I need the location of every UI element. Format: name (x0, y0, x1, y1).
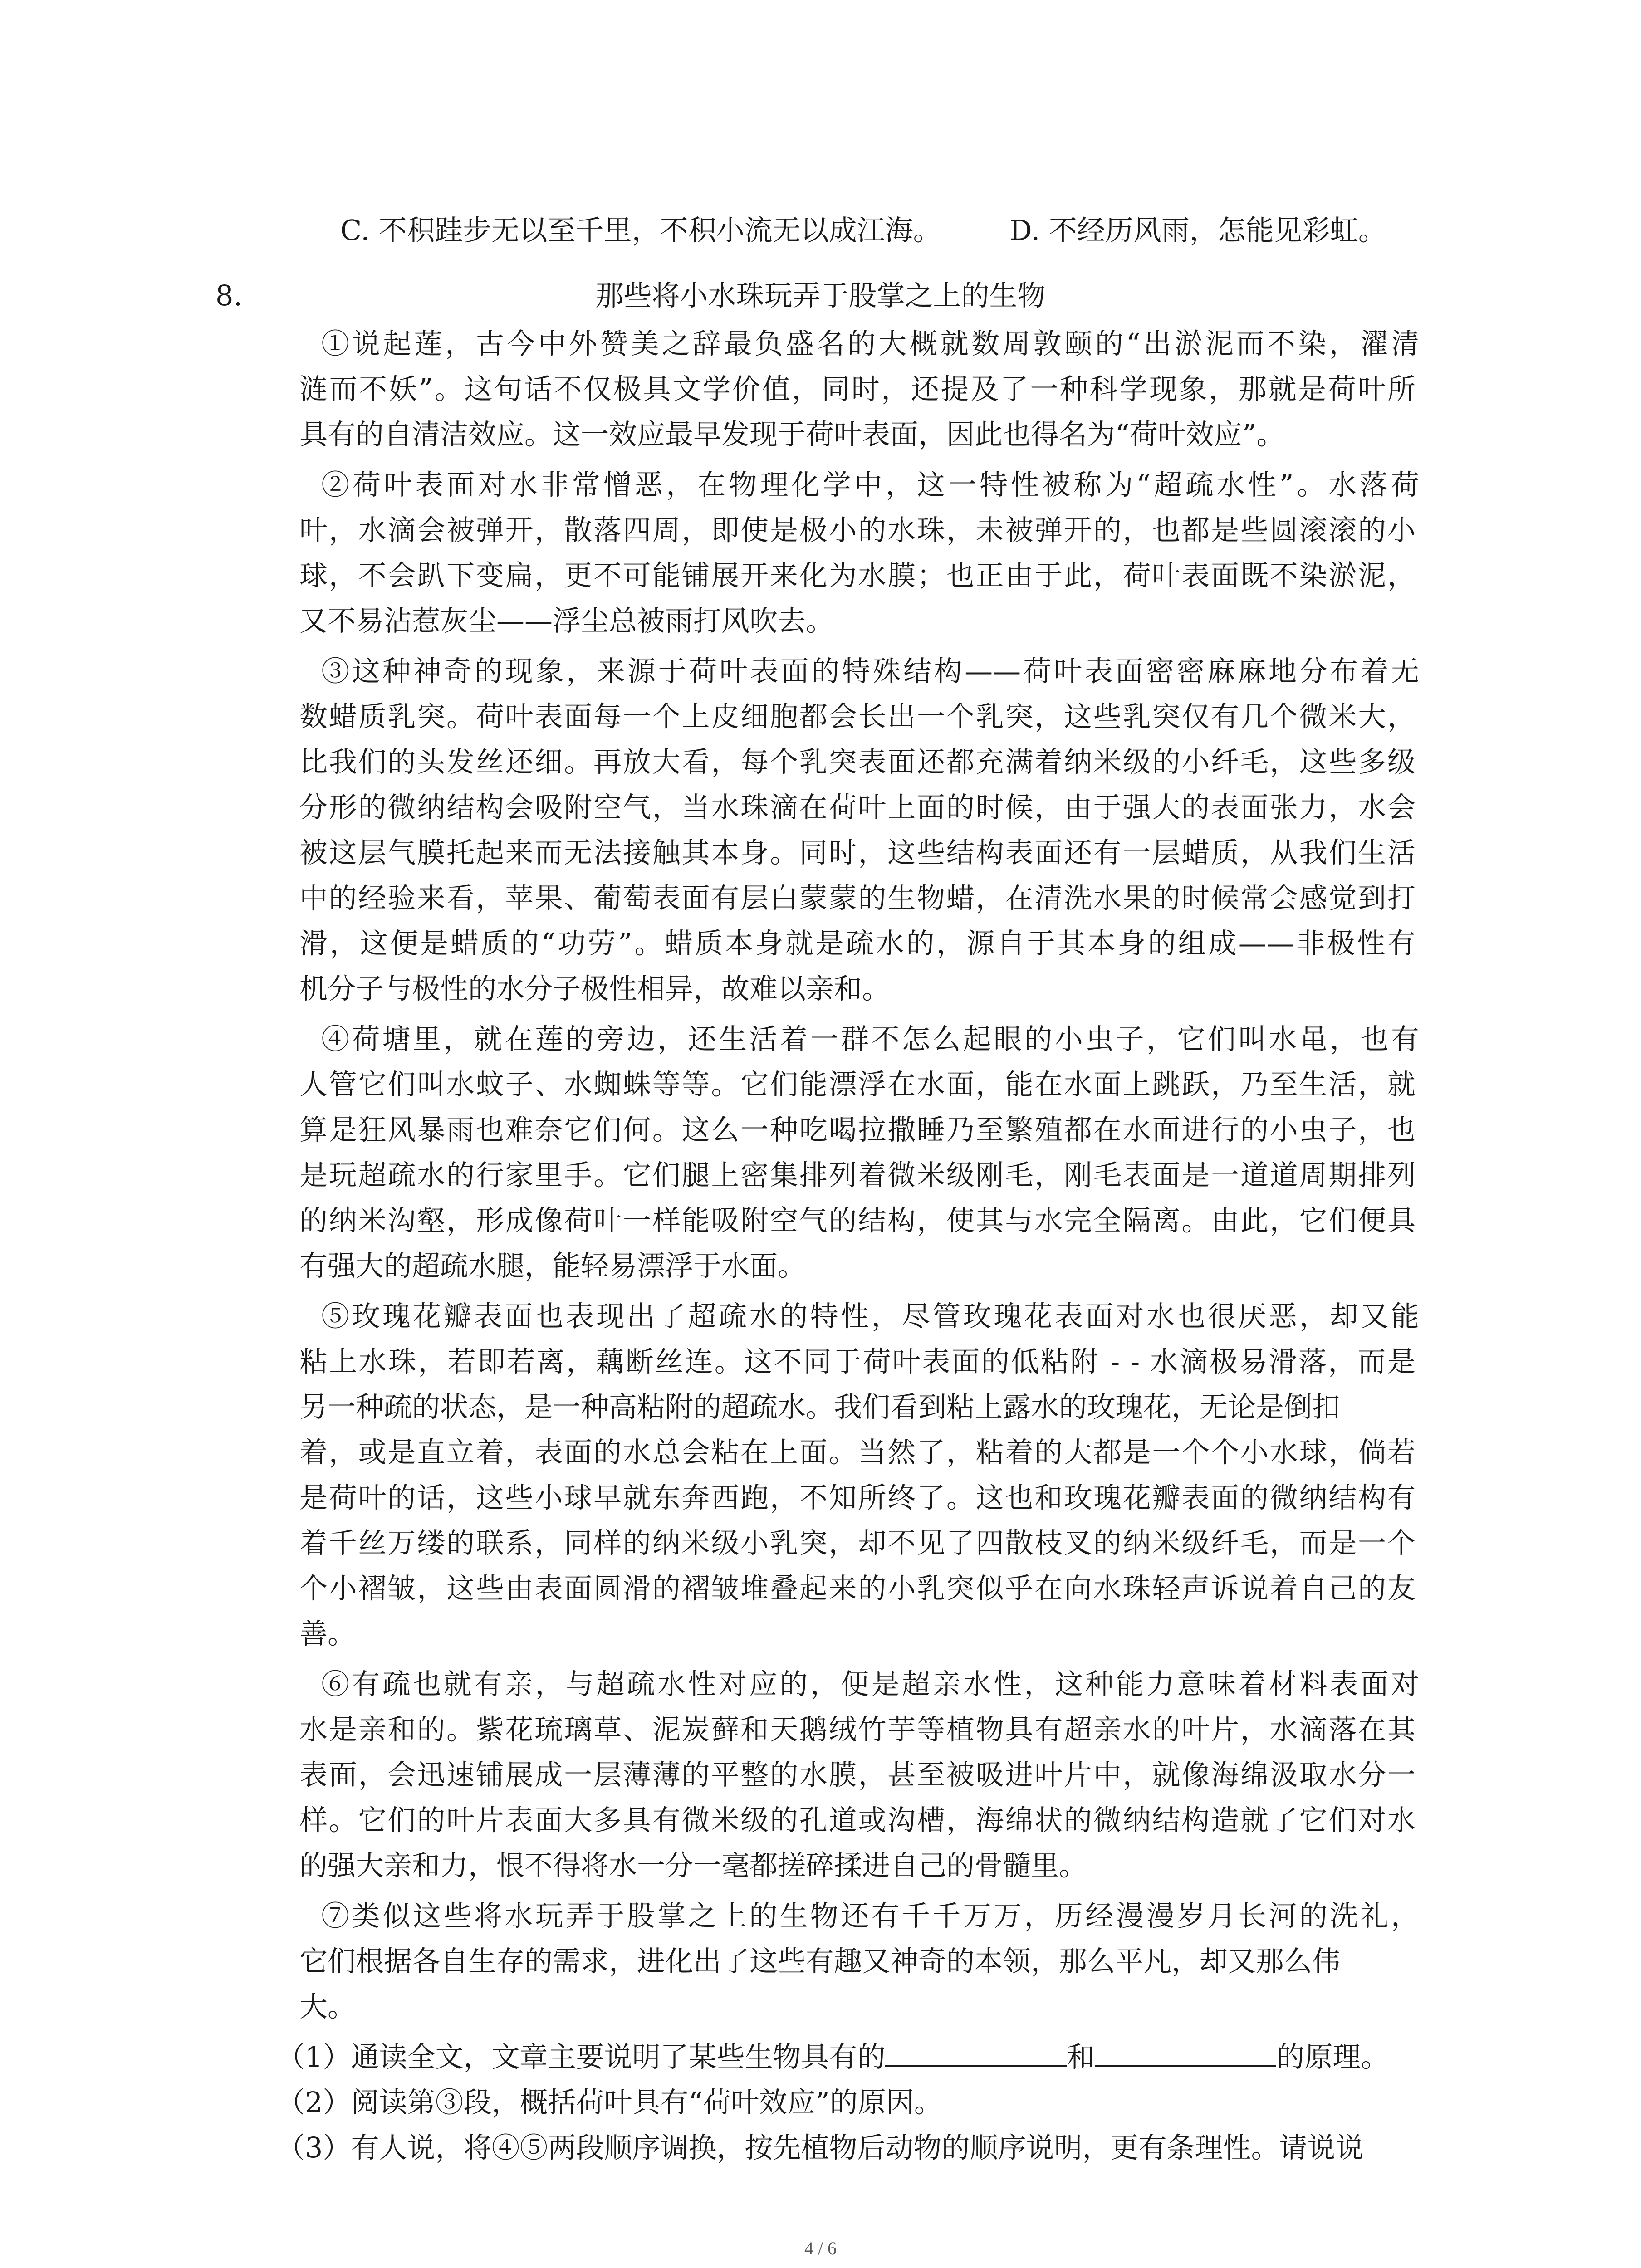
article-line: 粘上水珠，若即若离，藕断丝连。这不同于荷叶表面的低粘附 - - 水滴极易滑落，而是 (299, 1345, 1416, 1378)
article-line: 人管它们叫水蚊子、水蜘蛛等等。它们能漂浮在水面，能在水面上跳跃，乃至生活，就 (299, 1068, 1416, 1101)
article-line: ③这种神奇的现象，来源于荷叶表面的特殊结构——荷叶表面密密麻麻地分布着无 (321, 655, 1419, 688)
article-line: 善。 (299, 1617, 356, 1650)
article-line: 的纳米沟壑，形成像荷叶一样能吸附空气的结构，使其与水完全隔离。由此，它们便具 (299, 1204, 1416, 1237)
article-line: 滑，这便是蜡质的“功劳”。蜡质本身就是疏水的，源自于其本身的组成——非极性有 (299, 927, 1416, 960)
question-1 (277, 2039, 1389, 2075)
article-line: 又不易沾惹灰尘——浮尘总被雨打风吹去。 (299, 604, 834, 637)
article-line: 大。 (299, 1990, 356, 2023)
question-1-mid: 和 (1067, 2040, 1095, 2073)
article-title: 那些将小水珠玩弄于股掌之上的生物 (595, 279, 1046, 312)
article-line: 被这层气膜托起来而无法接触其本身。同时，这些结构表面还有一层蜡质，从我们生活 (299, 836, 1416, 869)
article-line: ②荷叶表面对水非常憎恶，在物理化学中，这一特性被称为“超疏水性”。水落荷 (321, 468, 1419, 501)
article-line: 叶，水滴会被弹开，散落四周，即使是极小的水珠，未被弹开的，也都是些圆滚滚的小 (299, 513, 1416, 547)
answer-blank-2[interactable] (1095, 2039, 1276, 2067)
article-line: 机分子与极性的水分子极性相异，故难以亲和。 (299, 972, 891, 1005)
article-line: ⑥有疏也就有亲，与超疏水性对应的，便是超亲水性，这种能力意味着材料表面对 (321, 1667, 1419, 1701)
article-line: 中的经验来看，苹果、葡萄表面有层白蒙蒙的生物蜡，在清洗水果的时候常会感觉到打 (299, 881, 1416, 914)
article-line: 有强大的超疏水腿，能轻易漂浮于水面。 (299, 1249, 806, 1282)
article-line: ④荷塘里，就在莲的旁边，还生活着一群不怎么起眼的小虫子，它们叫水黾，也有 (321, 1022, 1419, 1056)
page-footer: 4 / 6 (804, 2238, 837, 2258)
article-line: 样。它们的叶片表面大多具有微米级的孔道或沟槽，海绵状的微纳结构造就了它们对水 (299, 1804, 1416, 1837)
article-line: 涟而不妖”。这句话不仅极具文学价值，同时，还提及了一种科学现象，那就是荷叶所 (299, 372, 1416, 406)
article-line: 另一种疏的状态，是一种高粘附的超疏水。我们看到粘上露水的玫瑰花，无论是倒扣 (299, 1390, 1341, 1423)
article-line: 分形的微纳结构会吸附空气，当水珠滴在荷叶上面的时候，由于强大的表面张力，水会 (299, 791, 1416, 824)
article-line: 球，不会趴下变扁，更不可能铺展开来化为水膜；也正由于此，荷叶表面既不染淤泥， (299, 559, 1416, 592)
question-1-suffix: 的原理。 (1276, 2040, 1389, 2073)
article-line: ⑦类似这些将水玩弄于股掌之上的生物还有千千万万，历经漫漫岁月长河的洗礼， (321, 1899, 1419, 1932)
article-line: 的强大亲和力，恨不得将水一分一毫都搓碎揉进自己的骨髓里。 (299, 1849, 1087, 1882)
article-line: 它们根据各自生存的需求，进化出了这些有趣又神奇的本领，那么平凡，却又那么伟 (299, 1945, 1341, 1978)
article-line: 个小褶皱，这些由表面圆滑的褶皱堆叠起来的小乳突似乎在向水珠轻声诉说着自己的友 (299, 1572, 1416, 1605)
article-line: 水是亲和的。紫花琉璃草、泥炭藓和天鹅绒竹芋等植物具有超亲水的叶片，水滴落在其 (299, 1713, 1416, 1746)
article-line: 具有的自清洁效应。这一效应最早发现于荷叶表面，因此也得名为“荷叶效应”。 (299, 418, 1285, 451)
article-line: 数蜡质乳突。荷叶表面每一个上皮细胞都会长出一个乳突，这些乳突仅有几个微米大， (299, 700, 1416, 733)
article-line: 是荷叶的话，这些小球早就东奔西跑，不知所终了。这也和玫瑰花瓣表面的微纳结构有 (299, 1481, 1416, 1514)
question-number: 8. (216, 279, 243, 312)
question-2: （2）阅读第③段，概括荷叶具有“荷叶效应”的原因。 (277, 2086, 942, 2119)
answer-blank-1[interactable] (885, 2039, 1067, 2067)
question-1-prefix: （1）通读全文，文章主要说明了某些生物具有的 (277, 2040, 886, 2073)
option-d: D. 不经历风雨，怎能见彩虹。 (1009, 214, 1386, 247)
question-3: （3）有人说，将④⑤两段顺序调换，按先植物后动物的顺序说明，更有条理性。请说说 (277, 2131, 1364, 2164)
article-line: ⑤玫瑰花瓣表面也表现出了超疏水的特性，尽管玫瑰花表面对水也很厌恶，却又能 (321, 1300, 1419, 1333)
article-line: 比我们的头发丝还细。再放大看，每个乳突表面还都充满着纳米级的小纤毛，这些多级 (299, 745, 1416, 778)
article-line: 着，或是直立着，表面的水总会粘在上面。当然了，粘着的大都是一个个小水球，倘若 (299, 1436, 1416, 1469)
article-line: ①说起莲，古今中外赞美之辞最负盛名的大概就数周敦颐的“出淤泥而不染，濯清 (321, 327, 1419, 360)
article-line: 着千丝万缕的联系，同样的纳米级小乳突，却不见了四散枝叉的纳米级纤毛，而是一个 (299, 1526, 1416, 1559)
article-line: 是玩超疏水的行家里手。它们腿上密集排列着微米级刚毛，刚毛表面是一道道周期排列 (299, 1158, 1416, 1192)
article-line: 算是狂风暴雨也难奈它们何。这么一种吃喝拉撒睡乃至繁殖都在水面进行的小虫子，也 (299, 1113, 1416, 1146)
option-c: C. 不积跬步无以至千里，不积小流无以成江海。 (340, 214, 941, 247)
article-line: 表面，会迅速铺展成一层薄薄的平整的水膜，甚至被吸进叶片中，就像海绵汲取水分一 (299, 1758, 1416, 1791)
